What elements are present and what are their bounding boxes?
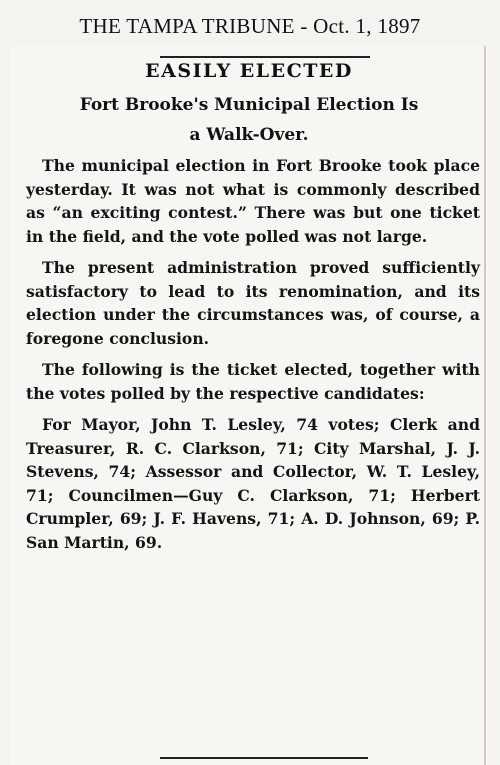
newspaper-clipping [10,46,488,765]
top-rule [160,56,370,58]
subheadline [10,90,488,150]
article-body [26,154,480,562]
subheadline-line-1: Fort Brooke's Municipal Election Is [79,95,419,115]
paragraph-1: The municipal election in Fort Brooke took place yesterday. It was not what is commonly described as “an exciting contest.” There was but one ticket in the field, and the vote polled was not large. [26,156,480,246]
column-edge-rule [484,46,486,765]
paragraph-4: For Mayor, John T. Lesley, 74 votes; Clerk and Treasurer, R. C. Clarkson, 71; City Marshal, J. J. Stevens, 74; Assessor and Collector, W. T. Lesley, 71; Councilmen—Guy C. Clarkson, 71; Herbert Crumpler, 69; J. F. Havens, 71; A. D. Johnson, 69; P. San Martin, 69. [26,415,480,552]
paragraph-2: The present administration proved sufficiently satisfactory to lead to its renomination, and its election under the circumstances was, of course, a foregone conclusion. [26,258,480,348]
paragraph-3: The following is the ticket elected, together with the votes polled by the respective candidates: [26,360,480,403]
headline: EASILY ELECTED [145,60,353,82]
bottom-rule [160,757,368,759]
subheadline-line-2: a Walk-Over. [189,125,309,145]
masthead: THE TAMPA TRIBUNE - Oct. 1, 1897 [79,14,421,38]
